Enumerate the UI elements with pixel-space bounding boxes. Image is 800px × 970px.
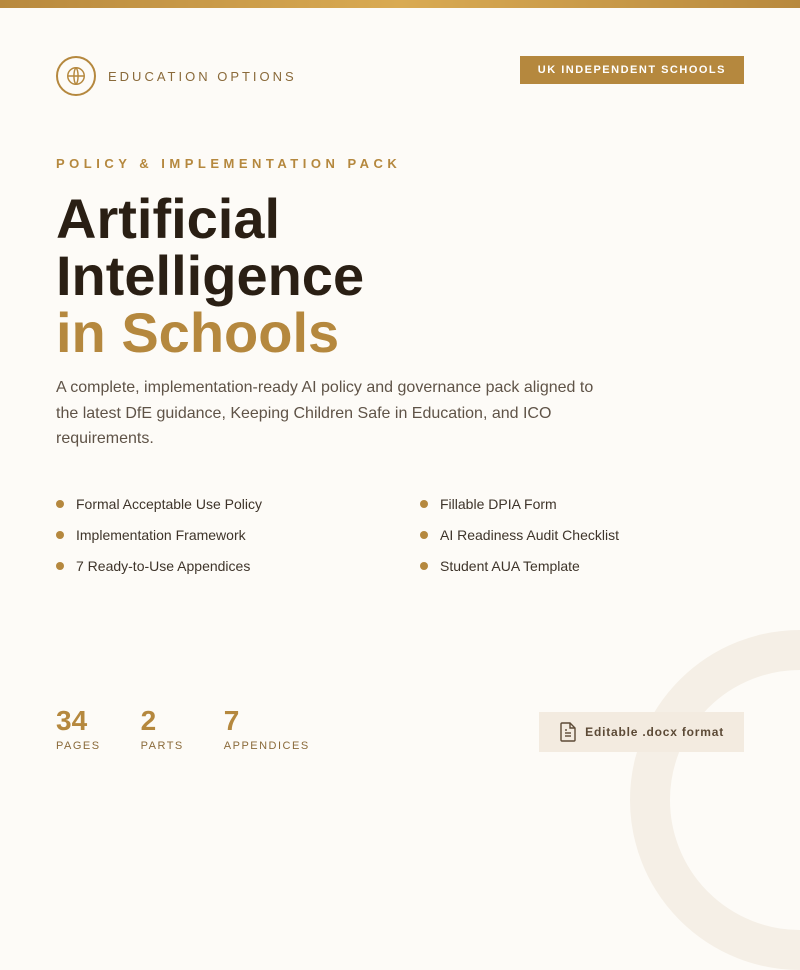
bullet-icon (420, 500, 428, 508)
feature-label: Student AUA Template (440, 558, 580, 574)
list-item (420, 496, 557, 512)
list-item (420, 527, 619, 543)
stat-label: APPENDICES (223, 740, 310, 752)
page-title (56, 187, 365, 364)
feature-label: 7 Ready-to-Use Appendices (76, 558, 251, 574)
bullet-icon (56, 500, 64, 508)
title-line-3: in Schools (56, 301, 340, 364)
brand (56, 56, 297, 96)
feature-label: AI Readiness Audit Checklist (440, 527, 619, 543)
stat-value: 2 (140, 705, 157, 736)
audience-badge: UK INDEPENDENT SCHOOLS (520, 56, 744, 84)
stat-label: PARTS (140, 740, 184, 752)
brand-name: EDUCATION OPTIONS (108, 68, 297, 84)
feature-label: Formal Acceptable Use Policy (76, 496, 262, 512)
title-line-1: Artificial (56, 187, 281, 250)
stats (56, 705, 350, 752)
title-line-2: Intelligence (56, 244, 365, 307)
bullet-icon (420, 562, 428, 570)
document-icon (559, 722, 577, 742)
globe-icon (56, 56, 96, 96)
description: A complete, implementation-ready AI policy and governance pack aligned to the latest DfE guidance, Keeping Children Safe in Education, and ICO requirements. (56, 379, 594, 447)
feature-label: Fillable DPIA Form (440, 496, 557, 512)
kicker: POLICY & IMPLEMENTATION PACK (56, 156, 402, 171)
feature-label: Implementation Framework (76, 527, 246, 543)
bullet-icon (56, 562, 64, 570)
list-item (56, 496, 262, 512)
stat-pages (56, 705, 101, 752)
stat-label: PAGES (56, 740, 101, 752)
list-item (56, 527, 246, 543)
stat-appendices (224, 705, 310, 752)
bullet-icon (56, 531, 64, 539)
format-button-label: Editable .docx format (585, 725, 724, 739)
format-button[interactable] (539, 712, 744, 752)
stat-value: 34 (56, 705, 88, 736)
stat-value: 7 (223, 705, 240, 736)
decorative-ring (630, 630, 800, 970)
list-item (56, 558, 250, 574)
top-accent-bar (0, 0, 800, 8)
bullet-icon (420, 531, 428, 539)
list-item (420, 558, 580, 574)
stat-parts (141, 705, 184, 752)
